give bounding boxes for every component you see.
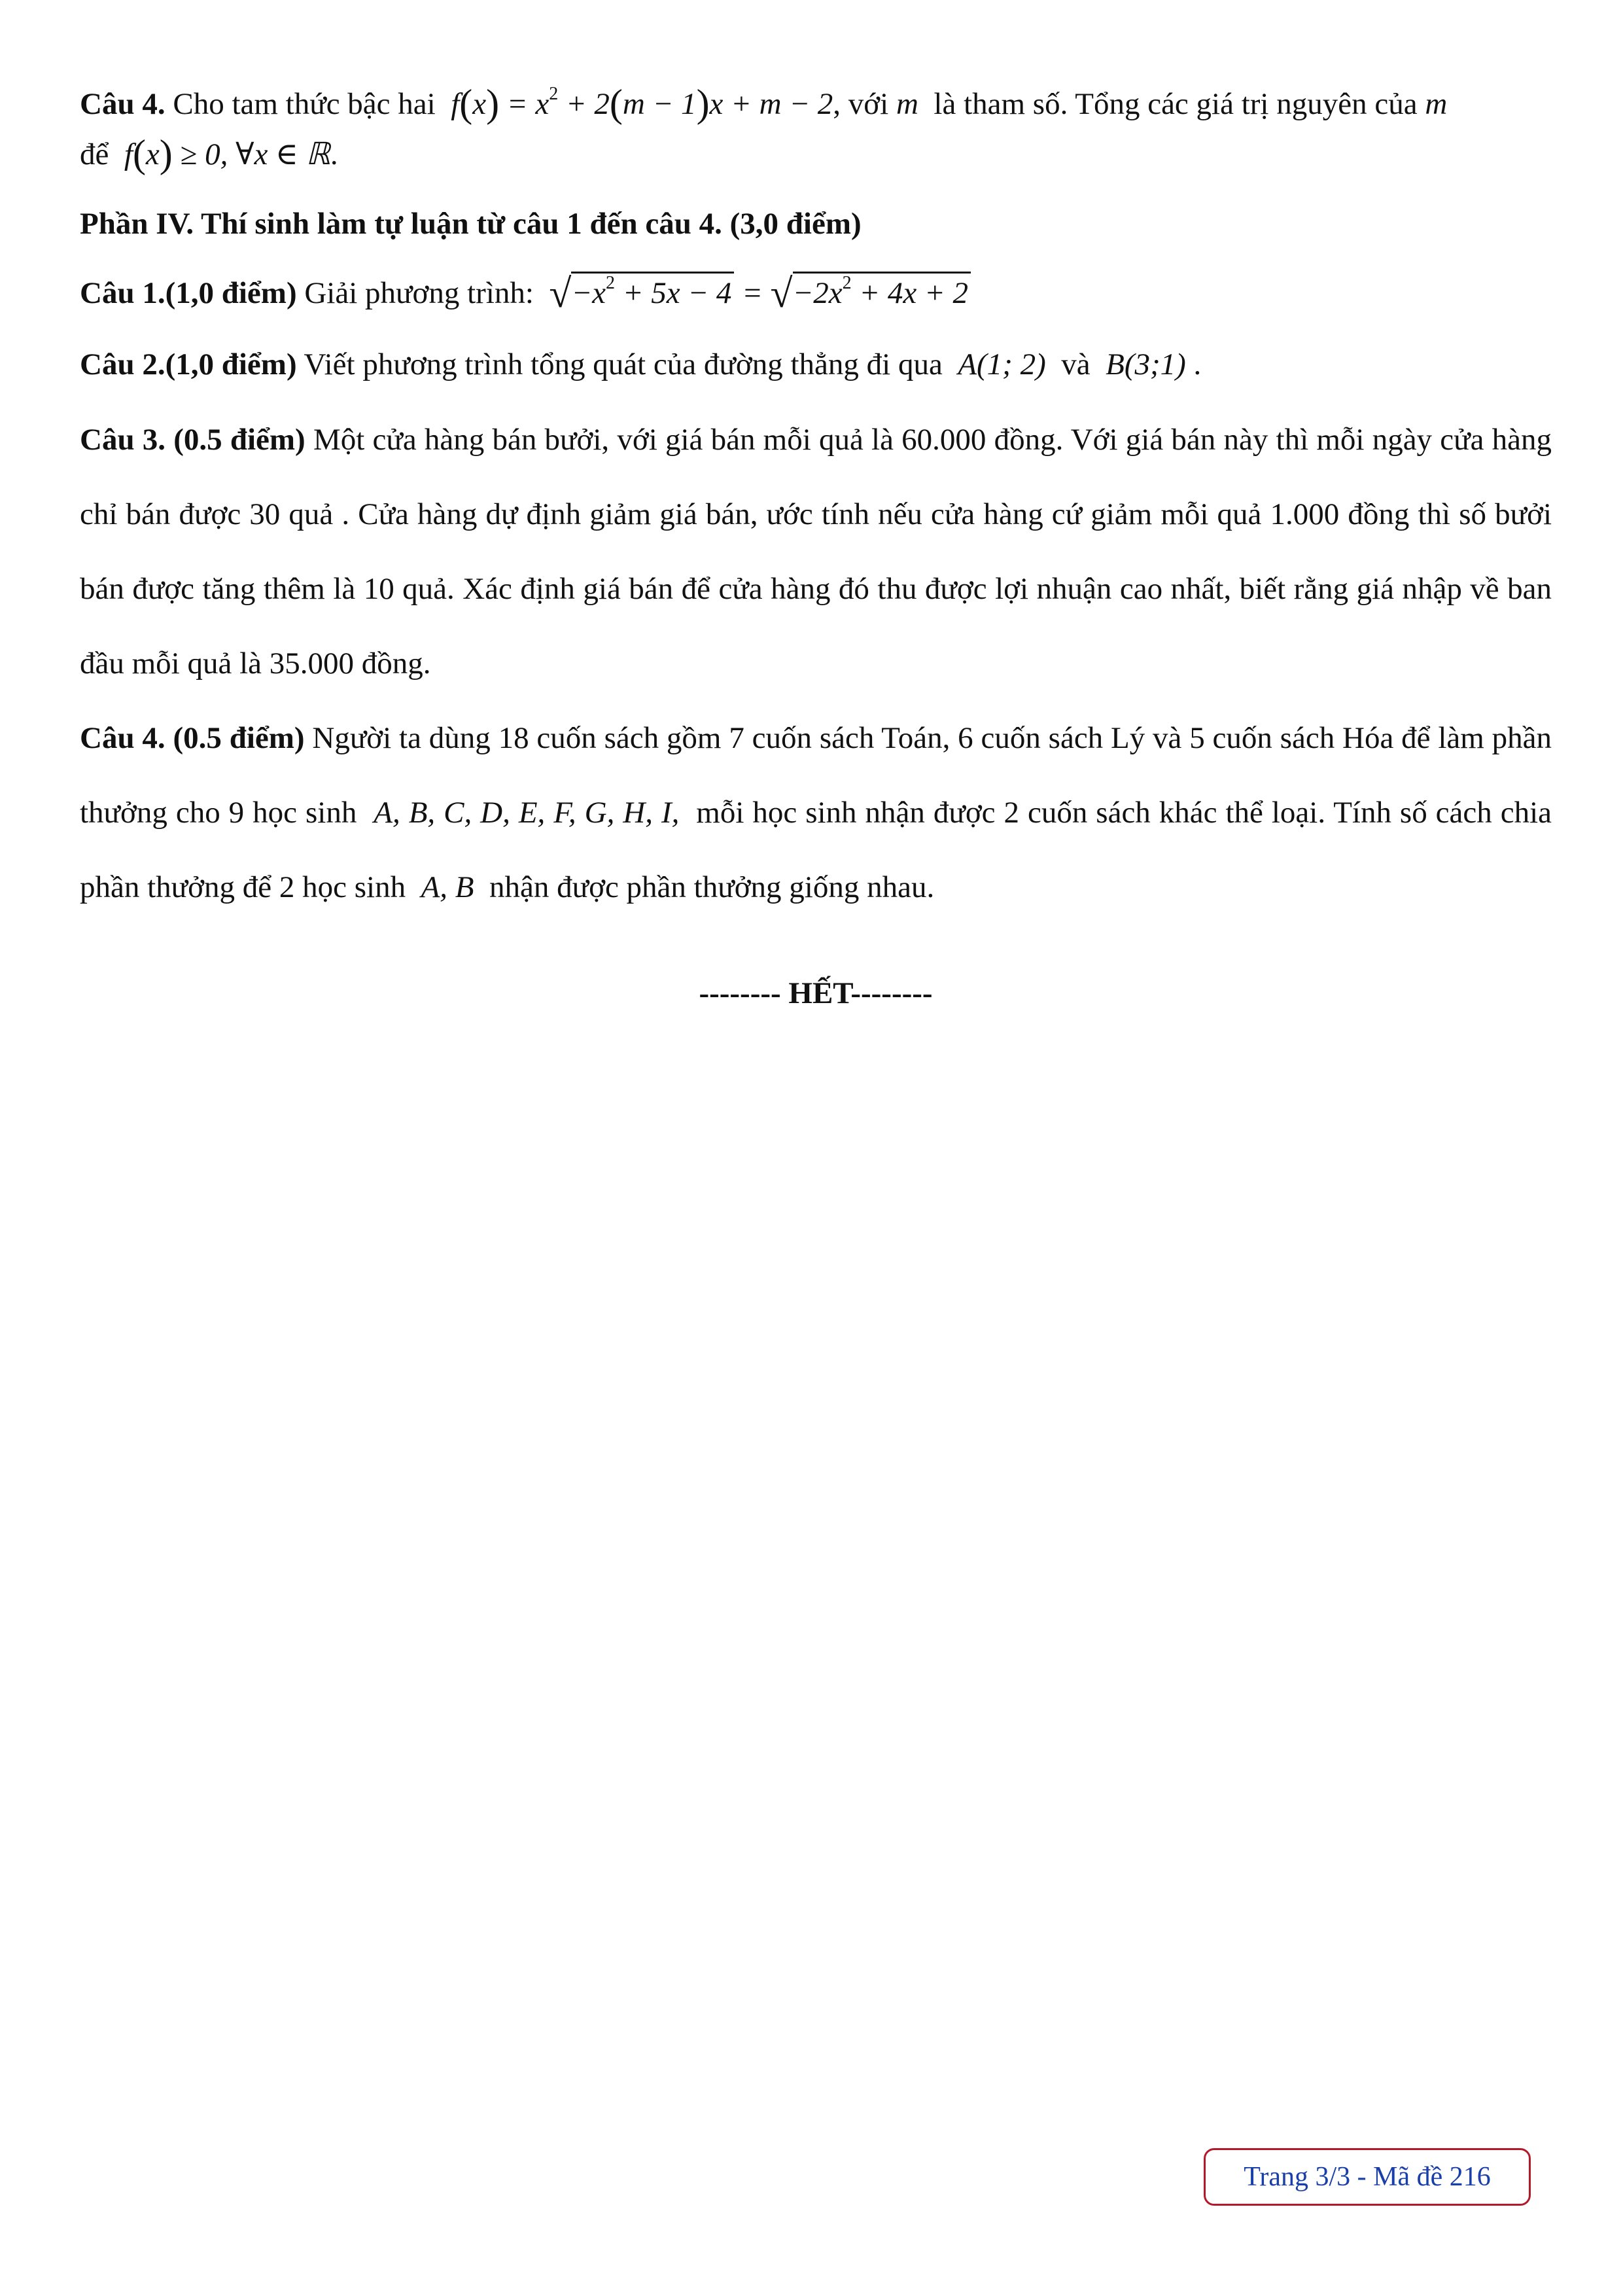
question-label: Câu 2.(1,0 điểm) bbox=[80, 347, 297, 382]
question-label: Câu 4. bbox=[80, 87, 166, 121]
math-condition: f(x) ≥ 0, ∀x ∈ ℝ bbox=[124, 132, 330, 175]
question-1: Câu 1.(1,0 điểm) Giải phương trình: $√-x^2 + 5x - 4 = √-2x^2 + 4x + 2$ bbox=[80, 268, 1552, 320]
question-label: Câu 3. (0.5 điểm) bbox=[80, 423, 305, 457]
end-mark: -------- HẾT-------- bbox=[699, 976, 933, 1011]
question-4-part3: Câu 4. Cho tam thức bậc hai $f(x) = x^2 + 2(m - 1)x + m - 2$, với m là tham số. Tổng các giá trị nguyên của m để f(x) ≥ 0, ∀x ∈ ℝ. bbox=[80, 82, 1448, 175]
part4-heading: Phần IV. Thí sinh làm tự luận từ câu 1 đến câu 4. (3,0 điểm) bbox=[80, 206, 862, 241]
math-equation: $√-x^2 + 5x - 4 = √-2x^2 + 4x + 2$ bbox=[549, 276, 971, 310]
question-label: Câu 4. (0.5 điểm) bbox=[80, 721, 305, 756]
exam-page bbox=[80, 79, 1552, 1011]
question-2: Câu 2.(1,0 điểm) Viết phương trình tổng quát của đường thẳng đi qua A(1; 2) và B(3;1) . bbox=[80, 347, 1202, 382]
question-label: Câu 1.(1,0 điểm) bbox=[80, 275, 297, 310]
math-fx-definition: $f(x) = x^2 + 2(m - 1)x + m - 2$ bbox=[451, 82, 833, 125]
page-number-text: Trang 3/3 - Mã đề 216 bbox=[1244, 2162, 1491, 2192]
question-3: Câu 3. (0.5 điểm) Một cửa hàng bán bưởi, với giá bán mỗi quả là 60.000 đồng. Với giá bán này thì mỗi ngày cửa hàng chỉ bán được 30 quả . Cửa hàng dự định giảm giá bán, ước tính nếu cửa hàng cứ giảm mỗi quả 1.000 đồng thì số bưởi bán được tăng thêm là 10 quả. Xác định giá bán để cửa hàng đó thu được lợi nhuận cao nhất, biết rằng giá nhập về ban đầu mỗi quả là 35.000 đồng. bbox=[80, 423, 1552, 681]
question-4: Câu 4. (0.5 điểm) Người ta dùng 18 cuốn sách gồm 7 cuốn sách Toán, 6 cuốn sách Lý và 5 cuốn sách Hóa để làm phần thưởng cho 9 học sinh A, B, C, D, E, F, G, H, I, mỗi học sinh nhận được 2 cuốn sách khác thể loại. Tính số cách chia phần thưởng để 2 học sinh A, B nhận được phần thưởng giống nhau. bbox=[80, 721, 1552, 905]
page-footer-label bbox=[1204, 2148, 1531, 2206]
